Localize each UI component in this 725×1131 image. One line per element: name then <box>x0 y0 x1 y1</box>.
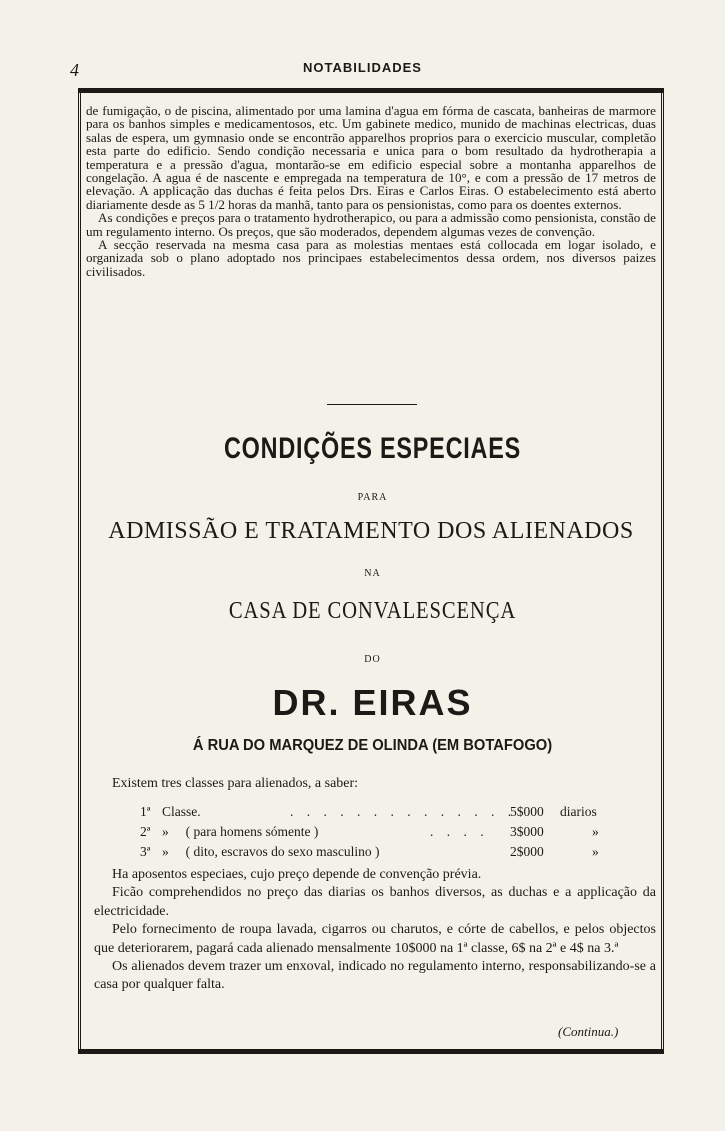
class-leader-dots: . . . . . . . . . . . . . . <box>290 804 517 819</box>
body-paragraph: As condições e preços para o tratamento hydrotherapico, ou para a admissão como pensionista, constão de um regulamento interno. Os preços, que são moderados, dependem algumas vezes de convenção. <box>86 210 656 239</box>
frame-top-rule <box>78 88 664 93</box>
class-row <box>140 804 620 824</box>
heading-do: DO <box>364 654 381 665</box>
heading-address: Á RUA DO MARQUEZ DE OLINDA (EM BOTAFOGO) <box>192 737 553 754</box>
classes-table <box>140 804 620 864</box>
class-number: 1ª <box>140 804 151 819</box>
conditions-text <box>94 866 656 995</box>
continua-note: (Continua.) <box>558 1024 619 1039</box>
conditions-paragraph: Pelo fornecimento de roupa lavada, cigarros ou charutos, e córte de cabellos, e pelos objectos que deteriorarem, pagará cada alienado mensalmente 10$000 na 1ª classe, 6$ na 2ª e 4$ na 3.ª <box>94 922 656 956</box>
conditions-paragraph: Ficão comprehendidos no preço das diarias os banhos diversos, as duchas e a applicação da electricidade. <box>94 885 656 919</box>
class-unit: diarios <box>560 804 597 819</box>
heading-dr-eiras: DR. EIRAS <box>272 682 473 723</box>
class-price: 3$000 <box>510 824 544 839</box>
heading-admissao: ADMISSÃO E TRATAMENTO DOS ALIENADOS <box>108 518 634 544</box>
heading-condicoes: CONDIÇÕES ESPECIAES <box>224 432 521 465</box>
class-price: 5$000 <box>510 804 544 819</box>
class-description: » ( para homens sómente ) <box>162 824 319 839</box>
class-description: » ( dito, escravos do sexo masculino ) <box>162 844 380 859</box>
frame-bottom-rule <box>78 1049 664 1054</box>
class-row <box>140 844 620 864</box>
conditions-paragraph: Ha aposentos especiaes, cujo preço depende de convenção prévia. <box>112 867 482 882</box>
body-text <box>86 104 656 278</box>
running-head: NOTABILIDADES <box>303 60 422 75</box>
class-unit: » <box>592 824 599 839</box>
body-paragraph: A secção reservada na mesma casa para as molestias mentaes está collocada em logar isolado, e organizada sob o plano adoptado nos principaes estabelecimentos dessa ordem, nos diversos paizes civilisados. <box>86 237 656 279</box>
class-leader-dots: . . . . <box>430 824 489 839</box>
body-paragraph: de fumigação, o de piscina, alimentado por uma lamina d'agua em fórma de cascata, banheiras de marmore para os banhos simples e medicamentosos, etc. Um gabinete medico, munido de machinas electricas, duas salas de espera, um gymnasio onde se encontrão apparelhos proprios para o exercicio muscular, completão esta parte do edificio. Sendo condição necessaria e unica para o bom resultado da hydrotherapia a temperatura e a pressão d'agua, montarão-se em edificio especial sobre a montanha apparelhos de congelação. A agua é de nascente e empregada na temperatura de 10°, e com a pressão de 17 metros de elevação. A applicação das duchas é feita pelos Drs. Eiras e Carlos Eiras. O estabelecimento está aberto diariamente desde as 5 1/2 horas da manhã, tanto para os pensionistas, como para os doentes externos. <box>86 103 656 212</box>
class-unit: » <box>592 844 599 859</box>
class-price: 2$000 <box>510 844 544 859</box>
class-number: 3ª <box>140 844 151 859</box>
class-description: Classe. <box>162 804 201 819</box>
conditions-paragraph: Os alienados devem trazer um enxoval, indicado no regulamento interno, responsabilizando-se a casa por qualquer falta. <box>94 959 656 993</box>
heading-casa: CASA DE CONVALESCENÇA <box>228 598 517 624</box>
section-divider <box>327 404 417 405</box>
heading-para: PARA <box>357 492 388 503</box>
classes-intro: Existem tres classes para alienados, a saber: <box>112 776 359 791</box>
class-row <box>140 824 620 844</box>
class-number: 2ª <box>140 824 151 839</box>
page-number: 4 <box>70 60 79 80</box>
heading-na: NA <box>364 568 381 579</box>
